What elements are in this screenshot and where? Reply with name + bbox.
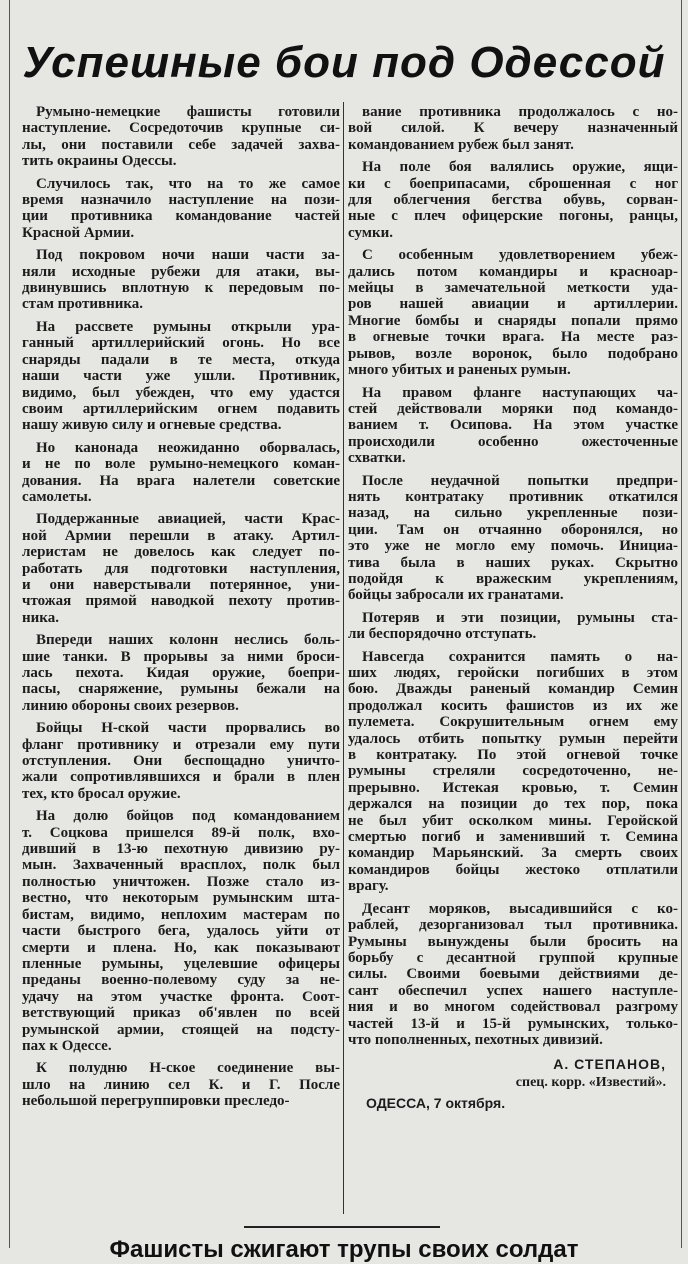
text-line: ные с плеч офицерские погоны, ранцы, (348, 208, 678, 225)
text-line: время назначило наступление на пози- (22, 192, 340, 209)
article-column-right (348, 104, 678, 1114)
text-line: сант обеспечил успех нашего наступле- (348, 982, 678, 999)
text-line: стам противника. (22, 296, 144, 313)
text-line: бою. Дважды раненый командир Семин (348, 681, 678, 698)
text-line: снаряды падали в те места, откуда (22, 351, 340, 368)
article-headline: Успешные бои под Одессой (22, 38, 666, 87)
text-line: леристам не довелось как следует по- (22, 544, 340, 561)
text-line: много убитых и раненых румын. (348, 362, 571, 379)
text-line: это уже не могло ему помочь. Инициа- (348, 538, 678, 555)
paragraph (22, 808, 340, 1054)
text-line: тива была в наших руках. Скрытно (348, 554, 678, 571)
paragraph (348, 247, 678, 378)
text-line: что пополненных, пехотных дивизий. (348, 1031, 603, 1048)
text-line: тех, кто бросал оружие. (22, 785, 181, 802)
text-line: смерти и плена. Но, как показывают (22, 939, 340, 956)
text-line: удалось отбить попытку румын перейти (348, 730, 678, 747)
text-line: Румыны вынуждены были бросить на (348, 933, 678, 950)
text-line: наступление. Сосредоточив крупные си- (22, 120, 340, 137)
text-line: На долю бойцов под командованием (36, 808, 340, 825)
text-line: отступления. Они беспощадно уничто- (22, 753, 340, 770)
text-line: борьбу с десантной группой крупные (348, 949, 678, 966)
text-line: ния и во многом содействовал разгрому (348, 999, 678, 1016)
next-article-headline: Фашисты сжигают трупы своих солдат (109, 1236, 579, 1263)
paragraph (22, 247, 340, 313)
text-line: ника. (22, 609, 59, 626)
text-line: вестно, что некоторым румынским шта- (22, 890, 340, 907)
text-line: своим артиллерийским огнем подавить (22, 400, 340, 417)
text-line: дались потом командиры и красноар- (348, 263, 678, 280)
text-line: продолжал косить фашистов из их же (348, 697, 678, 714)
dateline: ОДЕССА, 7 октября. (366, 1095, 506, 1112)
text-line: дивший в 13-ю пехотную дивизию ру- (22, 841, 340, 858)
text-line: пасы, снаряжение, румыны бежали на (22, 681, 340, 698)
text-line: чтожая прямой наводкой пехоту против- (22, 593, 340, 610)
text-line: ших людях, геройски погибших в этом (348, 665, 678, 681)
text-line: Случилось так, что на то же самое (36, 175, 340, 192)
paragraph (22, 1060, 340, 1109)
text-line: После неудачной попытки предпри- (362, 472, 678, 489)
text-line: нашу живую силу и огневые средства. (22, 417, 282, 434)
text-line: и они наверстывали потерянное, уни- (22, 576, 340, 593)
text-line: Многие бомбы и снаряды попали прямо (348, 312, 678, 329)
text-line: ции противника командование частей (22, 208, 340, 225)
text-line: Впереди наших колонн неслись боль- (36, 632, 340, 649)
text-line: бистам, видимо, неплохим мастерам по (22, 906, 340, 923)
text-line: шло на линию сел К. и Г. После (22, 1076, 340, 1093)
paragraph (22, 440, 340, 506)
text-line: командиров бойцы жестоко отплатили (348, 861, 678, 878)
right-page-edge (681, 0, 682, 1248)
text-line: держался на позиции до тех пор, пока (348, 796, 678, 813)
text-line: ганный артиллерийский огонь. Но все (22, 335, 340, 352)
text-line: пленные румыны, уцелевшие офицеры (22, 955, 340, 972)
text-line: не был убит осколком мины. Геройской (348, 812, 678, 829)
text-line: Поддержанные авиацией, части Крас- (36, 511, 340, 528)
paragraph (348, 473, 678, 604)
article-end-rule (244, 1226, 440, 1228)
text-line: смертью погиб и заменивший т. Семина (348, 829, 678, 846)
text-line: Красной Армии. (22, 224, 135, 241)
text-line: самолеты. (22, 488, 92, 505)
text-line: небольшой перегруппировки преследо- (22, 1093, 290, 1110)
text-line: врагу. (348, 878, 389, 895)
text-line: т. Соцкова пришелся 89-й полк, вхо- (22, 824, 340, 841)
paragraph (22, 176, 340, 242)
text-line: стей действовали моряки под командо- (348, 400, 678, 417)
text-line: румынской армии, стоящей на подсту- (22, 1021, 340, 1038)
text-line: прерывно. Истекая кровью, т. Семин (348, 779, 678, 796)
paragraph (22, 104, 340, 170)
text-line: жали сопротивлявшихся и брали в плен (22, 769, 340, 786)
text-line: вание противника продолжалось с но- (362, 104, 678, 120)
text-line: На рассвете румыны открыли ура- (36, 318, 340, 335)
paragraph (348, 159, 678, 241)
text-line: и не по воле румыно-немецкого коман- (22, 456, 340, 473)
text-line: наши части уже ушли. Противник, (22, 368, 340, 385)
text-line: Румыно-немецкие фашисты готовили (36, 104, 340, 120)
paragraph (348, 610, 678, 643)
text-line: К полудню Н-ское соединение вы- (36, 1060, 340, 1077)
paragraph (22, 319, 340, 434)
text-line: С особенным удовлетворением убеж- (362, 247, 678, 264)
text-line: ли беспорядочно отступать. (348, 626, 537, 643)
text-line: полностью уничтожен. Позже стало из- (22, 873, 340, 890)
text-line: вой силой. К вечеру назначенный (348, 120, 678, 137)
text-line: Но канонада неожиданно оборвалась, (36, 439, 340, 456)
paragraph (348, 104, 678, 153)
text-line: ветствующий приказ об'явлен по всей (22, 1005, 340, 1022)
text-line: румыны стреляли сосредоточенно, не- (348, 763, 678, 780)
text-line: назад, на сильно укрепленные пози- (348, 505, 678, 522)
text-line: лась пехота. Кидая оружие, боепри- (22, 665, 340, 681)
text-line: частей 13-й и 15-й румынских, только- (348, 1015, 678, 1032)
text-line: мын. Захваченный врасплох, полк был (22, 857, 340, 874)
text-line: линию обороны своих резервов. (22, 697, 239, 714)
text-line: Под покровом ночи наши части за- (36, 247, 340, 264)
text-line: шие танки. В прорывы за ними броси- (22, 648, 340, 665)
text-line: бойцы забросали их гранатами. (348, 587, 564, 604)
text-line: видимо, был убежден, что ему удастся (22, 384, 340, 401)
text-line: няли исходные рубежи для атаки, вы- (22, 263, 340, 280)
paragraph (348, 901, 678, 1049)
text-line: в огневые точки врага. На месте раз- (348, 329, 678, 346)
text-line: силы. Своими боевыми действиями де- (348, 966, 678, 983)
author-name: А. СТЕПАНОВ, (553, 1056, 666, 1073)
text-line: происходили особенно ожесточенные (348, 433, 678, 450)
text-line: ров нашей авиации и артиллерии. (348, 296, 678, 313)
text-line: в контратаку. По этой огневой точке (348, 747, 678, 764)
text-line: ки с боеприпасами, сброшенная с ног (348, 175, 678, 192)
left-page-edge (9, 0, 10, 1248)
text-line: тить окраины Одессы. (22, 153, 177, 170)
text-line: пах к Одессе. (22, 1037, 112, 1054)
paragraph (348, 649, 678, 895)
paragraph (22, 632, 340, 714)
text-line: Навсегда сохранится память о на- (362, 648, 678, 665)
text-line: рывов, возле воронок, было подобрано (348, 345, 678, 362)
text-line: для облегчения бегства обувь, сорван- (348, 192, 678, 209)
text-line: лы, они поставили себе задачей захва- (22, 136, 340, 153)
text-line: сумки. (348, 224, 394, 241)
paragraph (348, 385, 678, 467)
text-line: На поле боя валялись оружие, ящи- (362, 159, 678, 176)
text-line: части быстрого бега, удалось уйти от (22, 923, 340, 940)
column-divider (343, 102, 344, 1214)
text-line: Бойцы Н-ской части прорвались во (36, 720, 340, 737)
text-line: нять контратаку противник откатился (348, 488, 678, 505)
text-line: ной Армии перешли в атаку. Артил- (22, 527, 340, 544)
text-line: Десант моряков, высадившийся с ко- (362, 900, 678, 917)
text-line: Потеряв и эти позиции, румыны ста- (362, 609, 678, 626)
paragraph (22, 720, 340, 802)
text-line: раблей, дезорганизовал тыл противника. (348, 917, 678, 934)
author-role: спец. корр. «Известий». (515, 1075, 666, 1091)
text-line: ции. Там он отчаянно оборонялся, но (348, 521, 678, 538)
text-line: фланг противнику и отрезали ему пути (22, 736, 340, 753)
paragraph (22, 511, 340, 626)
article-column-left (22, 104, 340, 1116)
text-line: На правом фланге наступающих ча- (362, 384, 678, 401)
text-line: дования. На врага налетели советские (22, 472, 340, 489)
text-line: удачу на этом участке фронта. Соот- (22, 988, 340, 1005)
text-line: подойдя к вражеским укреплениям, (348, 570, 678, 587)
text-line: преданы военно-полевому суду за не- (22, 972, 340, 989)
text-line: работать для подготовки наступления, (22, 560, 340, 577)
text-line: командир Марьянский. За смерть своих (348, 845, 678, 862)
text-line: схватки. (348, 450, 406, 467)
text-line: пулемета. Сокрушительным огнем ему (348, 714, 678, 731)
text-line: командованием рубеж был занят. (348, 136, 574, 153)
text-line: двинувшись вплотную к передовым по- (22, 280, 340, 297)
text-line: мейцы в замечательной меткости уда- (348, 280, 678, 297)
text-line: ванием т. Осипова. На этом участке (348, 417, 678, 434)
